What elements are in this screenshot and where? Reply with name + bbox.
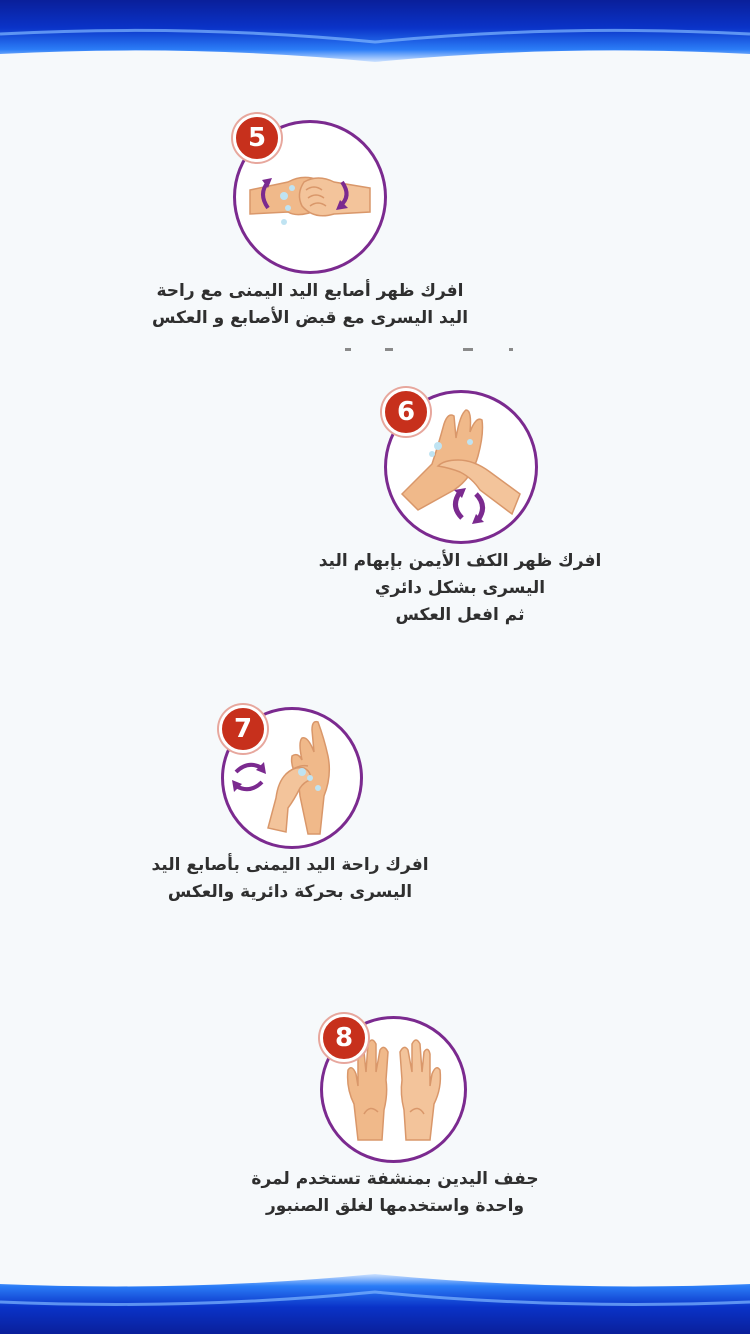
instruction-line: افرك ظهر الكف الأيمن بإبهام اليد (318, 551, 602, 571)
instruction-line: جفف اليدين بمنشفة تستخدم لمرة (251, 1169, 539, 1189)
instruction-line: ثم افعل العكس (395, 605, 525, 625)
instruction-line: اليسرى بحركة دائرية والعكس (167, 882, 413, 902)
step-instruction (295, 548, 625, 629)
instruction-line: واحدة واستخدمها لغلق الصنبور (265, 1196, 525, 1216)
instruction-line: افرك ظهر أصابع اليد اليمنى مع راحة (156, 281, 464, 301)
step-number-badge: 6 (382, 388, 430, 436)
step-number-badge: 5 (233, 114, 281, 162)
step-instruction (150, 852, 430, 906)
instruction-line: اليسرى بشكل دائري (374, 578, 546, 598)
instruction-line: افرك راحة اليد اليمنى بأصابع اليد (151, 855, 429, 875)
bottom-banner (0, 1270, 750, 1334)
back-of-fingers-rub-icon (248, 160, 372, 230)
step-number-badge: 8 (320, 1014, 368, 1062)
step-instruction (140, 278, 480, 332)
top-banner (0, 0, 750, 64)
step-instruction (230, 1166, 560, 1220)
instruction-line: اليد اليسرى مع قبض الأصابع و العكس (151, 308, 469, 328)
cropped-text-remnant (345, 347, 515, 353)
step-number-badge: 7 (219, 705, 267, 753)
